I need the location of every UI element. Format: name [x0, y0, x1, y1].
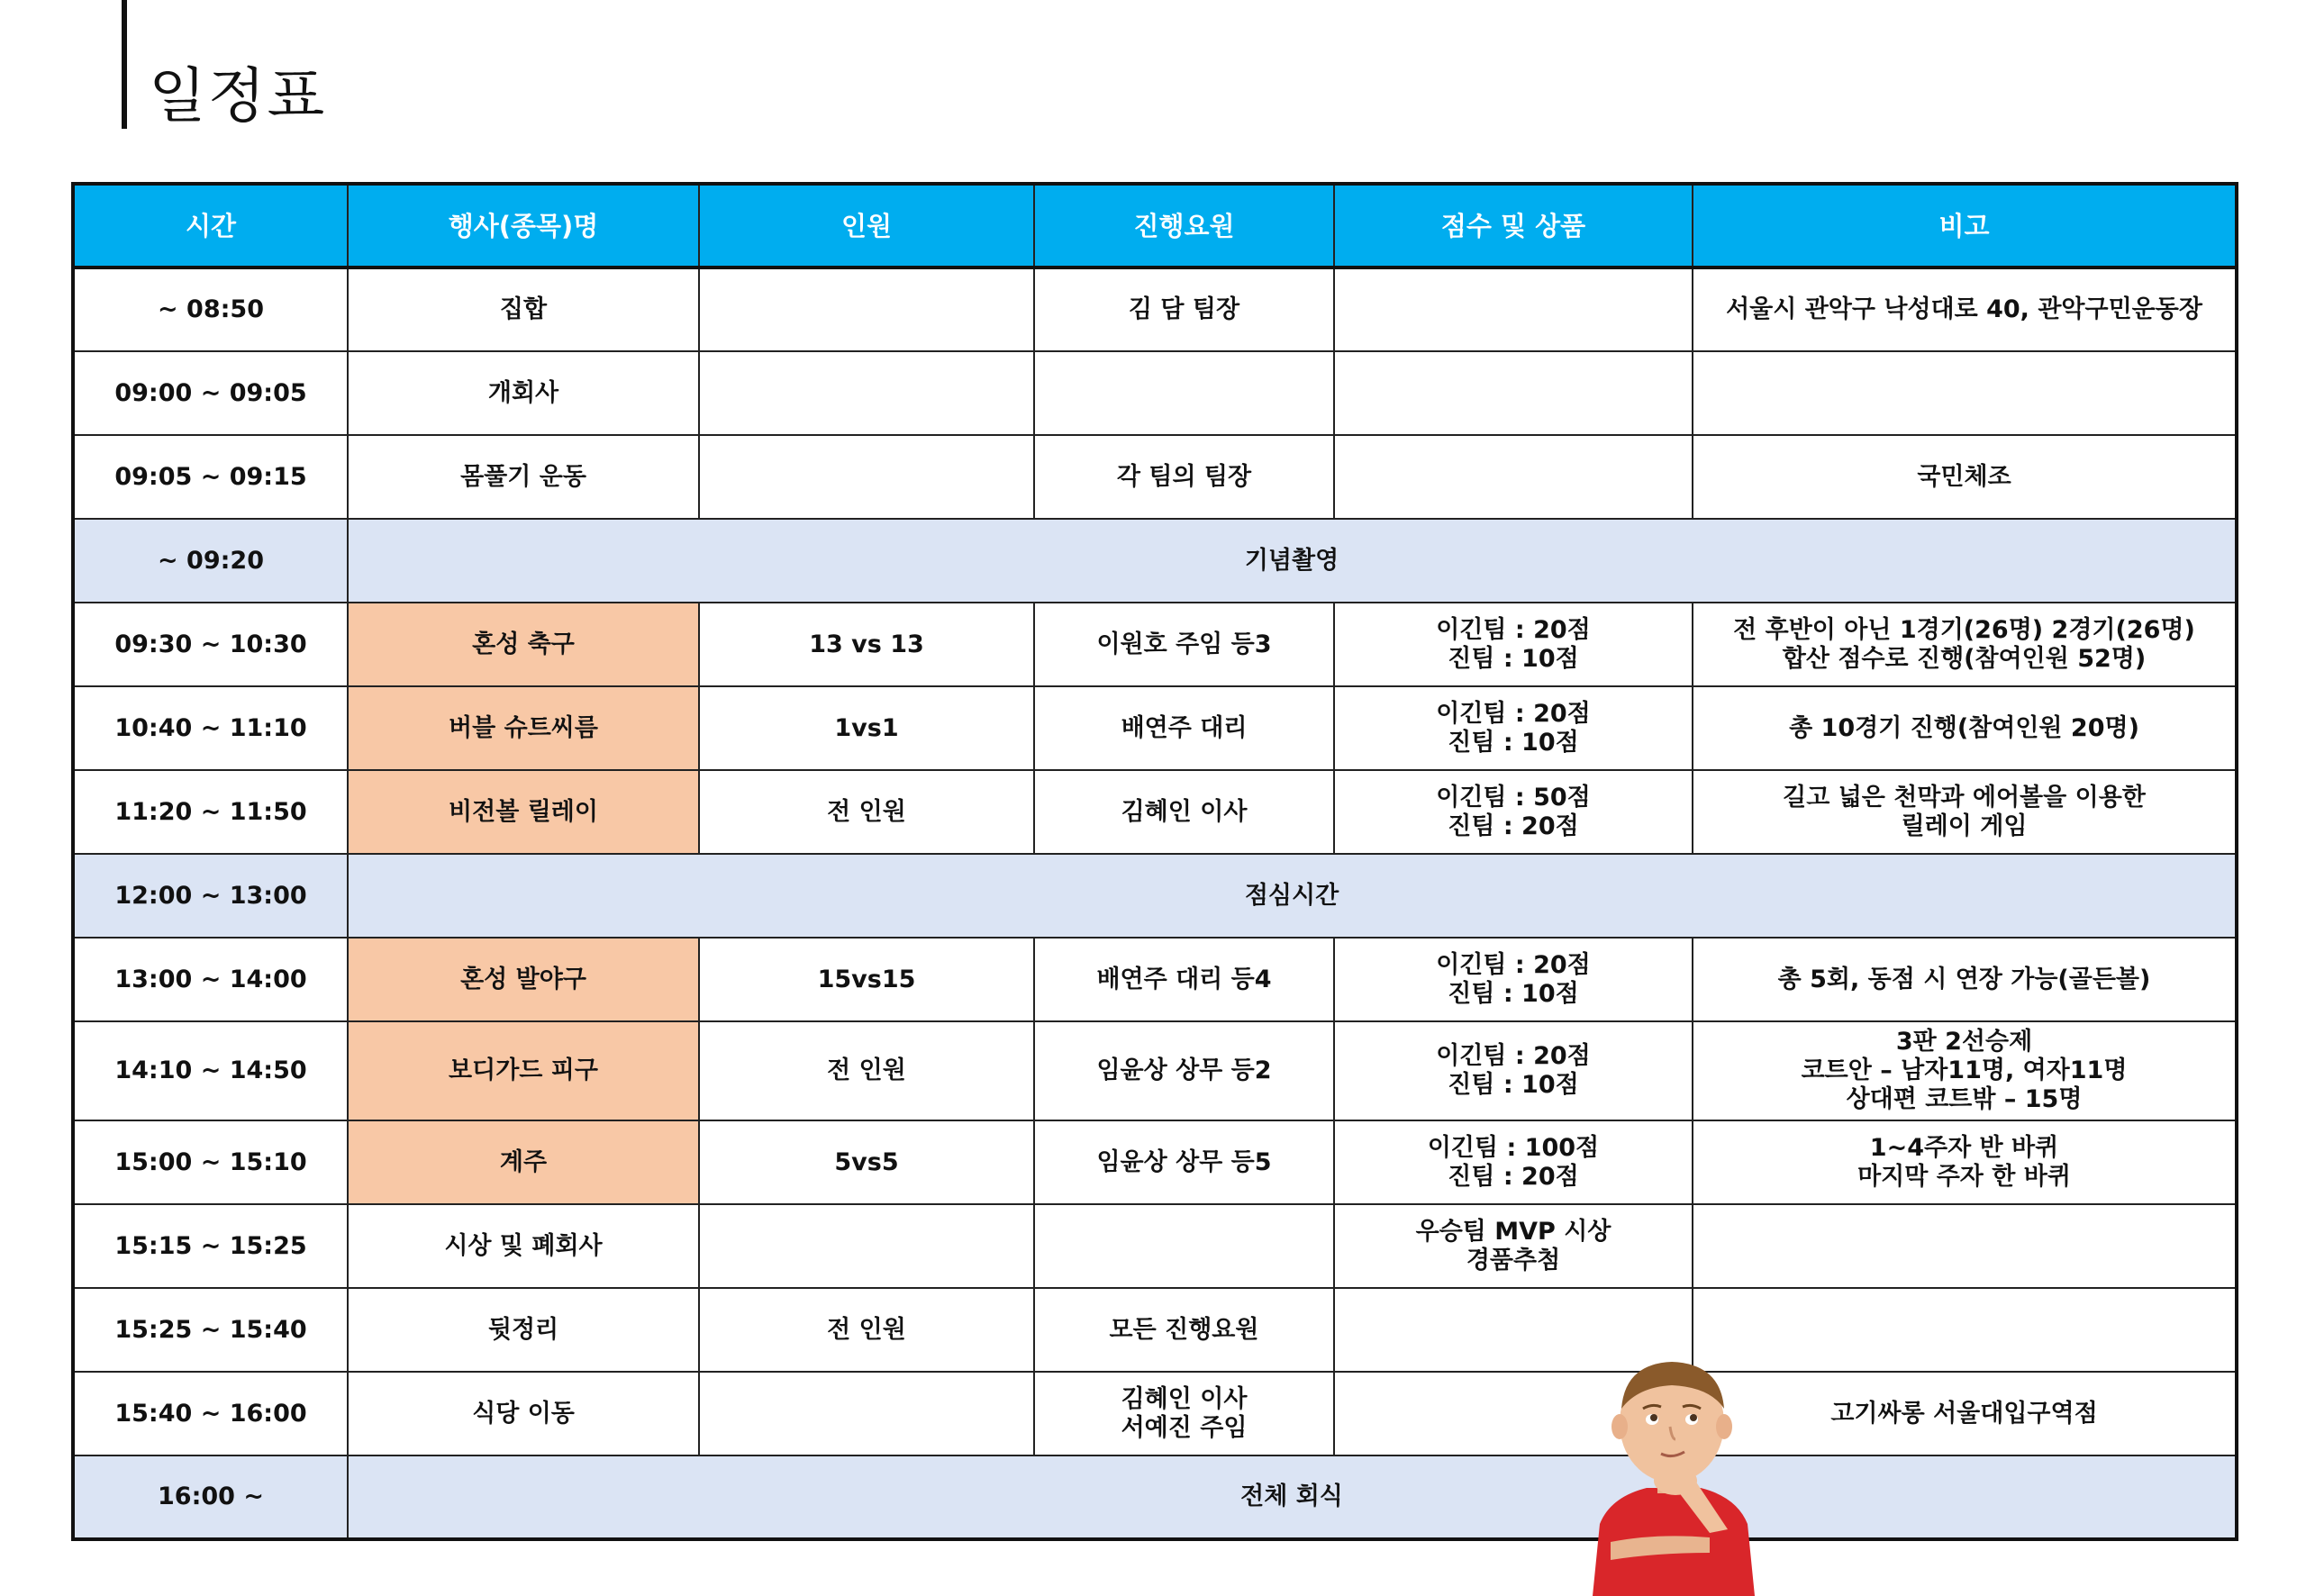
title-accent-bar [122, 0, 127, 129]
table-body [73, 268, 2237, 1539]
staff-cell [1034, 770, 1334, 854]
table-row [73, 1204, 2237, 1288]
score-line: 우승팀 MVP 시상 [1415, 1217, 1611, 1246]
note-line: 총 10경기 진행(참여인원 20명) [1789, 713, 2139, 742]
people-cell: 5vs5 [699, 1120, 1034, 1204]
score-line: 이긴팀 : 20점 [1436, 950, 1591, 979]
table-header-row [73, 184, 2237, 268]
time-cell: 13:00 ~ 14:00 [73, 938, 348, 1021]
staff-line: 모든 진행요원 [1109, 1315, 1259, 1344]
header-score: 점수 및 상품 [1334, 184, 1693, 268]
note-line: 릴레이 게임 [1901, 812, 2028, 840]
staff-line: 각 팀의 팀장 [1116, 462, 1252, 491]
staff-cell [1034, 435, 1334, 519]
time-cell: 12:00 ~ 13:00 [73, 854, 348, 938]
staff-line: 김혜인 이사 [1121, 797, 1248, 826]
note-cell [1693, 686, 2237, 770]
table-row [73, 351, 2237, 435]
people-cell [699, 1372, 1034, 1455]
people-cell: 전 인원 [699, 770, 1034, 854]
note-line: 합산 점수로 진행(참여인원 52명) [1782, 644, 2147, 673]
score-line: 이긴팀 : 50점 [1436, 783, 1591, 812]
note-line: 전 후반이 아닌 1경기(26명) 2경기(26명) [1733, 615, 2195, 644]
note-cell [1693, 351, 2237, 435]
note-line: 코트안 – 남자11명, 여자11명 [1801, 1056, 2128, 1084]
time-cell: 15:15 ~ 15:25 [73, 1204, 348, 1288]
score-line: 이긴팀 : 20점 [1436, 699, 1591, 728]
people-cell: 전 인원 [699, 1021, 1034, 1120]
people-cell [699, 1204, 1034, 1288]
people-cell: 15vs15 [699, 938, 1034, 1021]
note-cell [1693, 770, 2237, 854]
thinking-boy-illustration [1575, 1353, 1769, 1596]
note-line: 상대편 코트밖 – 15명 [1846, 1085, 2083, 1113]
note-cell [1693, 1204, 2237, 1288]
note-line: 마지막 주자 한 바퀴 [1857, 1162, 2071, 1191]
table-band-row [73, 519, 2237, 603]
note-cell [1693, 938, 2237, 1021]
band-label-cell: 전체 회식 [348, 1455, 2237, 1539]
event-cell: 집합 [348, 268, 699, 351]
time-cell: ~ 09:20 [73, 519, 348, 603]
note-cell [1693, 603, 2237, 686]
score-line: 진팀 : 10점 [1448, 644, 1579, 673]
event-cell: 뒷정리 [348, 1288, 699, 1372]
time-cell: 11:20 ~ 11:50 [73, 770, 348, 854]
note-line: 서울시 관악구 낙성대로 40, 관악구민운동장 [1726, 295, 2202, 323]
event-cell: 식당 이동 [348, 1372, 699, 1455]
staff-line: 김 담 팀장 [1128, 295, 1240, 323]
note-line: 국민체조 [1917, 462, 2011, 491]
table-row [73, 603, 2237, 686]
table-row [73, 268, 2237, 351]
header-time: 시간 [73, 184, 348, 268]
score-cell [1334, 268, 1693, 351]
event-cell: 혼성 축구 [348, 603, 699, 686]
score-line: 진팀 : 10점 [1448, 979, 1579, 1008]
staff-cell [1034, 686, 1334, 770]
band-label-cell: 기념촬영 [348, 519, 2237, 603]
note-cell [1693, 1288, 2237, 1372]
score-line: 경품추첨 [1466, 1246, 1561, 1274]
people-cell: 전 인원 [699, 1288, 1034, 1372]
people-cell [699, 351, 1034, 435]
event-cell: 비전볼 릴레이 [348, 770, 699, 854]
header-staff: 진행요원 [1034, 184, 1334, 268]
event-cell: 개회사 [348, 351, 699, 435]
score-cell [1334, 938, 1693, 1021]
page-title: 일정표 [149, 61, 327, 131]
score-line: 진팀 : 20점 [1448, 1162, 1579, 1191]
staff-cell [1034, 1120, 1334, 1204]
note-line: 1~4주자 반 바퀴 [1869, 1133, 2059, 1162]
table-band-row [73, 1455, 2237, 1539]
note-cell [1693, 1021, 2237, 1120]
table-row [73, 770, 2237, 854]
table-band-row [73, 854, 2237, 938]
staff-line: 서예진 주임 [1121, 1413, 1248, 1442]
schedule-table [71, 182, 2238, 1541]
note-line: 길고 넓은 천막과 에어볼을 이용한 [1783, 783, 2146, 812]
event-cell: 시상 및 폐회사 [348, 1204, 699, 1288]
table-row [73, 1372, 2237, 1455]
staff-cell [1034, 268, 1334, 351]
band-label-cell: 점심시간 [348, 854, 2237, 938]
table-row [73, 1288, 2237, 1372]
time-cell: 15:40 ~ 16:00 [73, 1372, 348, 1455]
score-cell [1334, 1204, 1693, 1288]
people-cell [699, 435, 1034, 519]
people-cell: 1vs1 [699, 686, 1034, 770]
staff-line: 배연주 대리 [1121, 713, 1248, 742]
note-line: 총 5회, 동점 시 연장 가능(골든볼) [1777, 965, 2151, 993]
note-cell [1693, 435, 2237, 519]
score-line: 이긴팀 : 20점 [1436, 1042, 1591, 1070]
table-row [73, 1120, 2237, 1204]
time-cell: ~ 08:50 [73, 268, 348, 351]
score-cell [1334, 1021, 1693, 1120]
note-cell [1693, 268, 2237, 351]
event-cell: 버블 슈트씨름 [348, 686, 699, 770]
event-cell: 혼성 발야구 [348, 938, 699, 1021]
score-cell [1334, 1120, 1693, 1204]
time-cell: 09:00 ~ 09:05 [73, 351, 348, 435]
note-cell [1693, 1120, 2237, 1204]
note-cell [1693, 1372, 2237, 1455]
score-cell [1334, 686, 1693, 770]
staff-cell [1034, 351, 1334, 435]
score-line: 진팀 : 20점 [1448, 812, 1579, 840]
event-cell: 몸풀기 운동 [348, 435, 699, 519]
header-note: 비고 [1693, 184, 2237, 268]
header-event: 행사(종목)명 [348, 184, 699, 268]
time-cell: 16:00 ~ [73, 1455, 348, 1539]
header-people: 인원 [699, 184, 1034, 268]
staff-cell [1034, 1372, 1334, 1455]
table-row [73, 686, 2237, 770]
score-cell [1334, 351, 1693, 435]
score-cell [1334, 603, 1693, 686]
note-line: 고기싸롱 서울대입구역점 [1830, 1399, 2098, 1428]
score-line: 이긴팀 : 100점 [1427, 1133, 1600, 1162]
staff-cell [1034, 1288, 1334, 1372]
time-cell: 09:30 ~ 10:30 [73, 603, 348, 686]
staff-cell [1034, 938, 1334, 1021]
score-cell [1334, 770, 1693, 854]
staff-line: 임윤상 상무 등5 [1096, 1147, 1272, 1176]
table-row [73, 938, 2237, 1021]
staff-cell [1034, 603, 1334, 686]
note-line: 3판 2선승제 [1895, 1028, 2033, 1056]
table-row [73, 1021, 2237, 1120]
score-line: 진팀 : 10점 [1448, 728, 1579, 757]
staff-cell [1034, 1021, 1334, 1120]
score-line: 이긴팀 : 20점 [1436, 615, 1591, 644]
staff-line: 임윤상 상무 등2 [1096, 1056, 1272, 1084]
staff-line: 김혜인 이사 [1121, 1384, 1248, 1413]
time-cell: 14:10 ~ 14:50 [73, 1021, 348, 1120]
people-cell: 13 vs 13 [699, 603, 1034, 686]
score-cell [1334, 435, 1693, 519]
score-line: 진팀 : 10점 [1448, 1071, 1579, 1099]
people-cell [699, 268, 1034, 351]
time-cell: 09:05 ~ 09:15 [73, 435, 348, 519]
staff-cell [1034, 1204, 1334, 1288]
time-cell: 10:40 ~ 11:10 [73, 686, 348, 770]
staff-line: 이원호 주임 등3 [1096, 630, 1272, 658]
event-cell: 계주 [348, 1120, 699, 1204]
event-cell: 보디가드 피구 [348, 1021, 699, 1120]
time-cell: 15:00 ~ 15:10 [73, 1120, 348, 1204]
time-cell: 15:25 ~ 15:40 [73, 1288, 348, 1372]
staff-line: 배연주 대리 등4 [1096, 965, 1272, 993]
table-row [73, 435, 2237, 519]
